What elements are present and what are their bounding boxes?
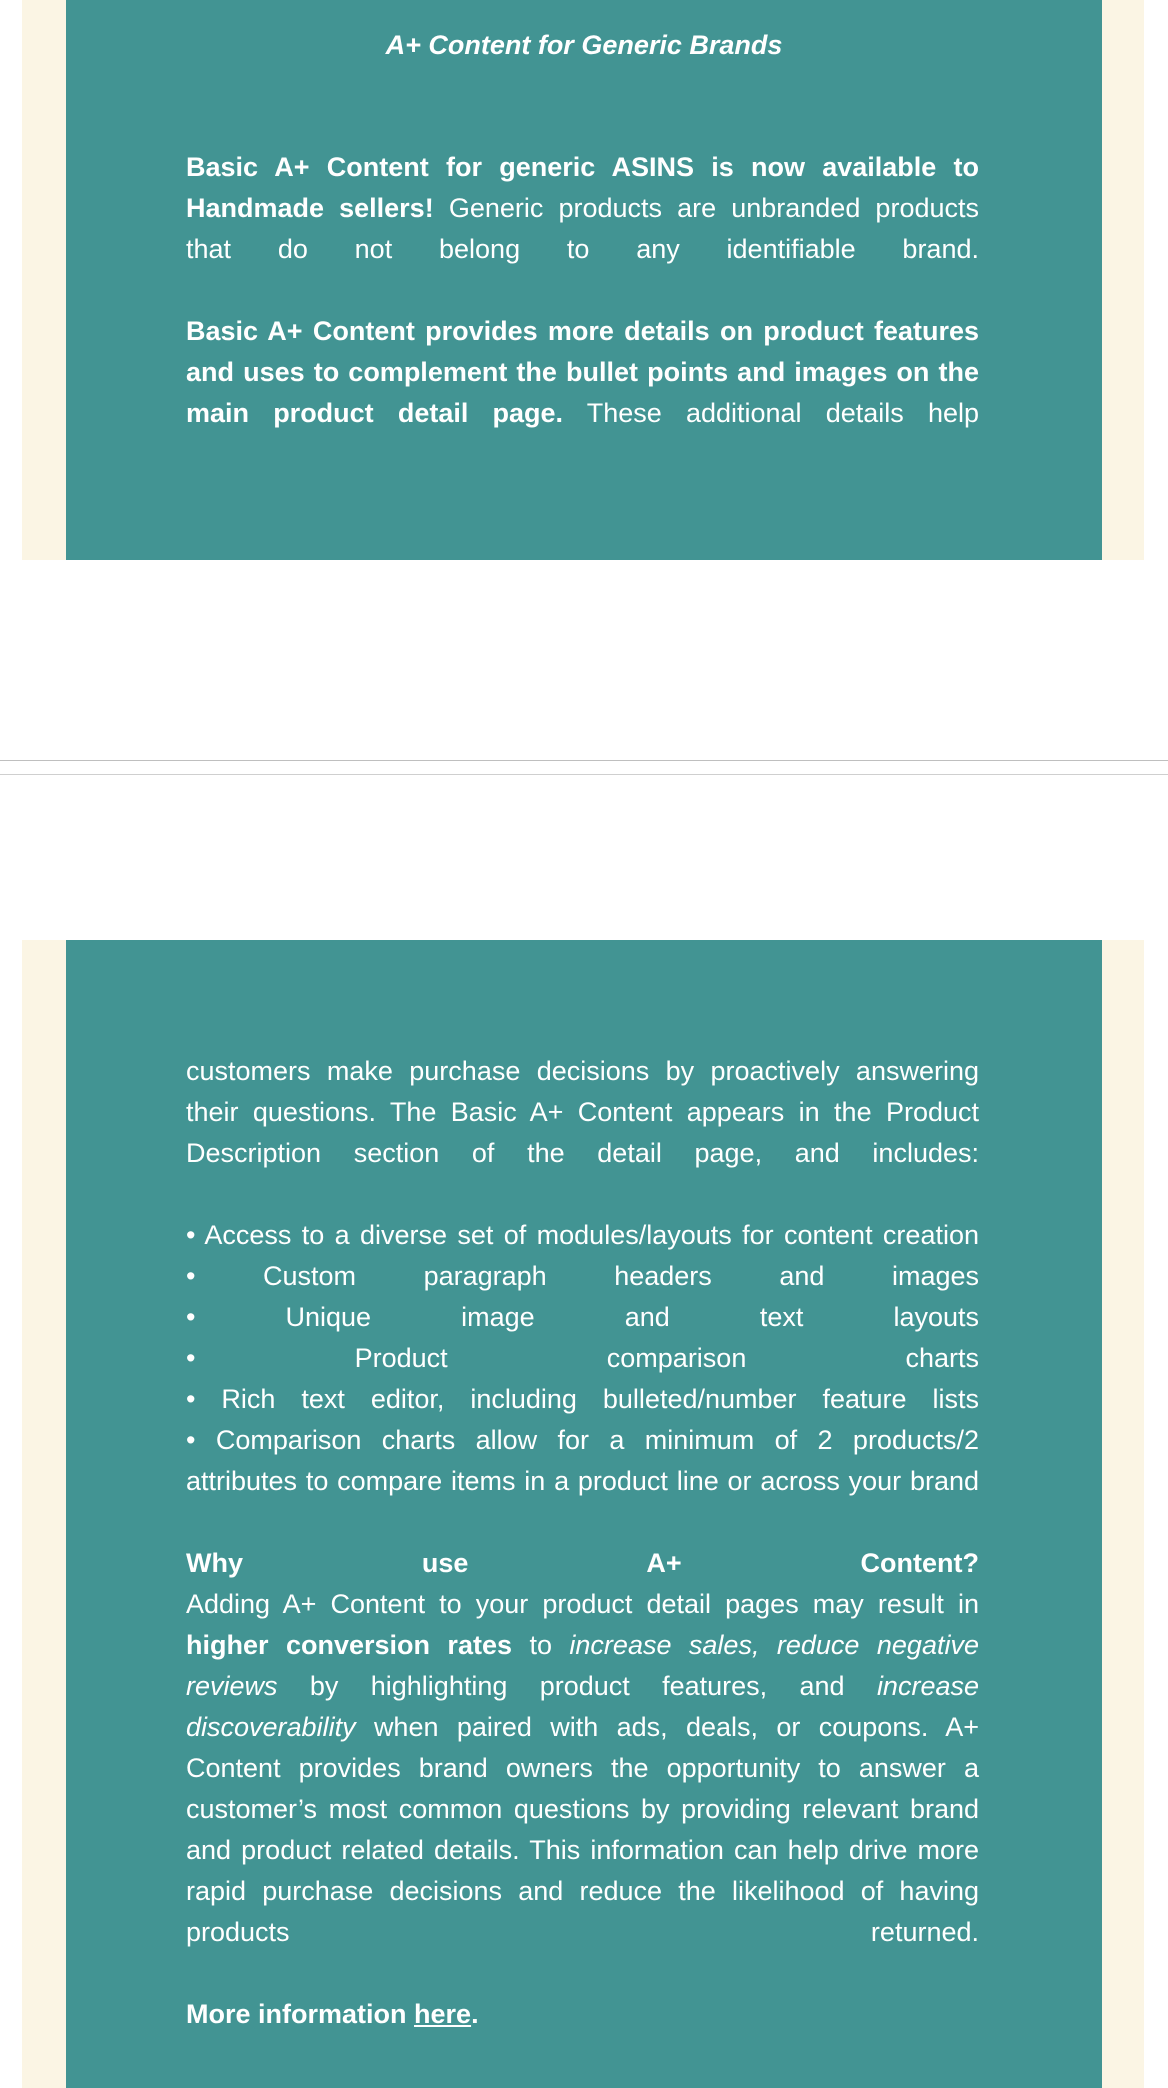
- intro-bold: Basic A+ Content for generic ASINS is now available to Handmade sellers!: [186, 152, 979, 223]
- why-text-a: Adding A+ Content to your product detail pages may result in: [186, 1589, 979, 1619]
- page-2-body: [186, 1051, 979, 2035]
- more-info-link[interactable]: here: [414, 1999, 472, 2029]
- why-text-g: when paired with ads, deals, or coupons. A+ Content provides brand owners the opportunity to answer a customer’s most common questions by providing relevant brand and product related details. This information can help drive more rapid purchase decisions and reduce the likelihood of having products returned.: [186, 1712, 979, 1947]
- intro-paragraph: [186, 147, 979, 270]
- page-1-body: [186, 147, 979, 434]
- intro-text: Generic products are unbranded products that do not belong to any identifiable brand.: [186, 193, 979, 264]
- page-title: A+ Content for Generic Brands: [385, 30, 783, 60]
- details-bold: Basic A+ Content provides more details on product features and uses to complement the bullet points and images on the main product detail page.: [186, 316, 979, 428]
- why-italic-2: increase discoverability: [186, 1671, 979, 1742]
- more-info-label: More information: [186, 1999, 407, 2029]
- list-item: • Product comparison charts: [186, 1343, 979, 1373]
- feature-list: [186, 1215, 979, 1502]
- more-info-line: [186, 1994, 979, 2035]
- list-item: • Unique image and text layouts: [186, 1302, 979, 1332]
- details-paragraph: [186, 311, 979, 434]
- list-item: • Access to a diverse set of modules/layouts for content creation: [186, 1220, 979, 1250]
- continuation-paragraph: customers make purchase decisions by proactively answering their questions. The Basic A+ Content appears in the Product Description section of the detail page, and includes:: [186, 1056, 979, 1168]
- page-separator-shadow: [0, 774, 1168, 775]
- more-info-period: .: [471, 1999, 479, 2029]
- list-item: • Custom paragraph headers and images: [186, 1261, 979, 1291]
- why-bold: higher conversion rates: [186, 1630, 512, 1660]
- why-heading: Why use A+ Content?: [186, 1548, 979, 1578]
- why-text-e: by highlighting product features, and: [309, 1671, 845, 1701]
- page-separator: [0, 760, 1168, 761]
- why-italic-1: increase sales, reduce negative reviews: [186, 1630, 979, 1701]
- list-item: • Comparison charts allow for a minimum of 2 products/2 attributes to compare items in a product line or across your brand: [186, 1425, 979, 1496]
- page-1-panel: [66, 0, 1102, 560]
- list-item: • Rich text editor, including bulleted/number feature lists: [186, 1384, 979, 1414]
- details-text: These additional details help: [586, 398, 979, 428]
- why-paragraph: [186, 1584, 979, 1953]
- why-text-c: to: [529, 1630, 552, 1660]
- page-2-panel: [66, 940, 1102, 2088]
